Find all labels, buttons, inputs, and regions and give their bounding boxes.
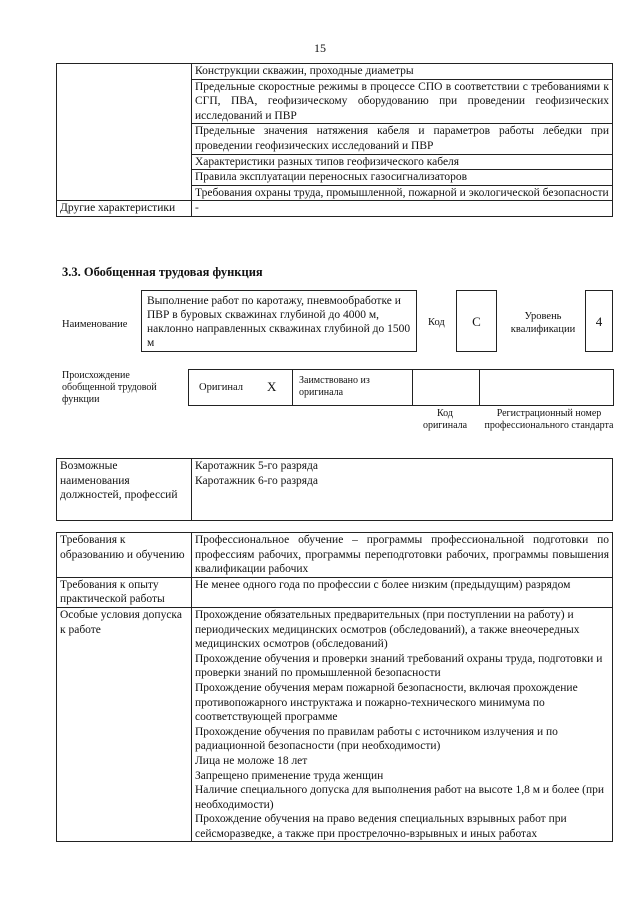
positions-values bbox=[192, 459, 613, 521]
knowledge-item: Правила эксплуатации переносных газосигнализаторов bbox=[192, 170, 613, 186]
table-row bbox=[57, 607, 613, 842]
education-value: Профессиональное обучение – программы профессиональной подготовки по профессиям рабочих, программы переподготовки рабочих, программы повышения квалификации рабочих bbox=[192, 533, 613, 578]
knowledge-table bbox=[56, 63, 613, 217]
knowledge-item: Требования охраны труда, промышленной, пожарной и экологической безопасности bbox=[192, 185, 613, 201]
table-row bbox=[57, 201, 613, 217]
other-characteristics-label: Другие характеристики bbox=[57, 201, 192, 217]
condition-item: Прохождение обучения и проверки знаний требований охраны труда, подготовки и проверки знаний по промышленной безопасности bbox=[195, 652, 603, 680]
experience-label: Требования к опыту практической работы bbox=[57, 577, 192, 607]
borrowed-label: Заимствовано из оригинала bbox=[299, 375, 370, 398]
table-row bbox=[57, 64, 613, 80]
code-value: С bbox=[472, 314, 481, 329]
condition-item: Прохождение обязательных предварительных (при поступлении на работу) и периодических медицинских осмотров (обследований), а также внеочередных медицинских осмотров (обследований) bbox=[195, 608, 580, 651]
table-row bbox=[57, 533, 613, 578]
code-box bbox=[456, 290, 497, 352]
code-label: Код bbox=[428, 317, 445, 328]
position-item: Каротажник 6-го разряда bbox=[195, 474, 318, 487]
origin-table bbox=[188, 369, 614, 406]
knowledge-item: Предельные скоростные режимы в процессе СПО в соответствии с требованиями к СГП, ПВА, геофизическому оборудованию при проведении геофизических исследований и ПВР bbox=[192, 79, 613, 124]
condition-item: Прохождение обучения мерам пожарной безопасности, включая прохождение противопожарного инструктажа и пожарно-технического минимума по соответствующей программе bbox=[195, 681, 578, 724]
original-mark: Х bbox=[267, 379, 277, 394]
conditions-label: Особые условия допуска к работе bbox=[57, 607, 192, 842]
function-name-box bbox=[141, 290, 417, 352]
conditions-list bbox=[192, 607, 613, 842]
function-name: Выполнение работ по каротажу, пневмообработке и ПВР в буровых скважинах глубиной до 4000 м, наклонно направленных скважинах глубиной до 1500 м bbox=[147, 295, 411, 349]
condition-item: Лица не моложе 18 лет bbox=[195, 754, 308, 767]
requirements-table bbox=[56, 532, 613, 842]
divider bbox=[412, 370, 413, 406]
name-label: Наименование bbox=[62, 319, 128, 330]
other-characteristics-value: - bbox=[192, 201, 613, 217]
table-row bbox=[57, 459, 613, 521]
position-item: Каротажник 5-го разряда bbox=[195, 460, 318, 472]
page-number: 15 bbox=[314, 41, 326, 55]
condition-item: Прохождение обучения на право ведения специальных взрывных работ при сейсморазведке, а также при прострелочно-взрывных и иных работах bbox=[195, 813, 567, 840]
divider bbox=[479, 370, 480, 406]
experience-value: Не менее одного года по профессии с более низким (предыдущим) разрядом bbox=[192, 577, 613, 607]
positions-table bbox=[56, 458, 613, 521]
table-row bbox=[57, 577, 613, 607]
condition-item: Прохождение обучения по правилам работы с источником излучения и по радиационной безопасности (при необходимости) bbox=[195, 725, 558, 753]
condition-item: Наличие специального допуска для выполнения работ на высоте 1,8 м и более (при необходимости) bbox=[195, 784, 605, 811]
knowledge-item: Характеристики разных типов геофизического кабеля bbox=[192, 154, 613, 170]
knowledge-item: Предельные значения натяжения кабеля и параметров работы лебедки при проведении геофизических исследований и ПВР bbox=[192, 124, 613, 154]
registration-caption: Регистрационный номер профессионального стандарта bbox=[484, 408, 614, 431]
divider bbox=[292, 370, 293, 406]
positions-label: Возможные наименования должностей, профессий bbox=[57, 459, 192, 521]
origin-label: Происхождение обобщенной трудовой функции bbox=[62, 370, 157, 405]
education-label: Требования к образованию и обучению bbox=[57, 533, 192, 578]
code-original-caption: Код оригинала bbox=[422, 408, 468, 431]
level-label: Уровень квалификации bbox=[510, 311, 576, 335]
condition-item: Запрещено применение труда женщин bbox=[195, 769, 384, 782]
original-label: Оригинал bbox=[199, 382, 243, 393]
section-title: 3.3. Обобщенная трудовая функция bbox=[62, 265, 263, 279]
level-box bbox=[585, 290, 613, 352]
level-value: 4 bbox=[595, 314, 603, 329]
knowledge-item: Конструкции скважин, проходные диаметры bbox=[192, 64, 613, 80]
